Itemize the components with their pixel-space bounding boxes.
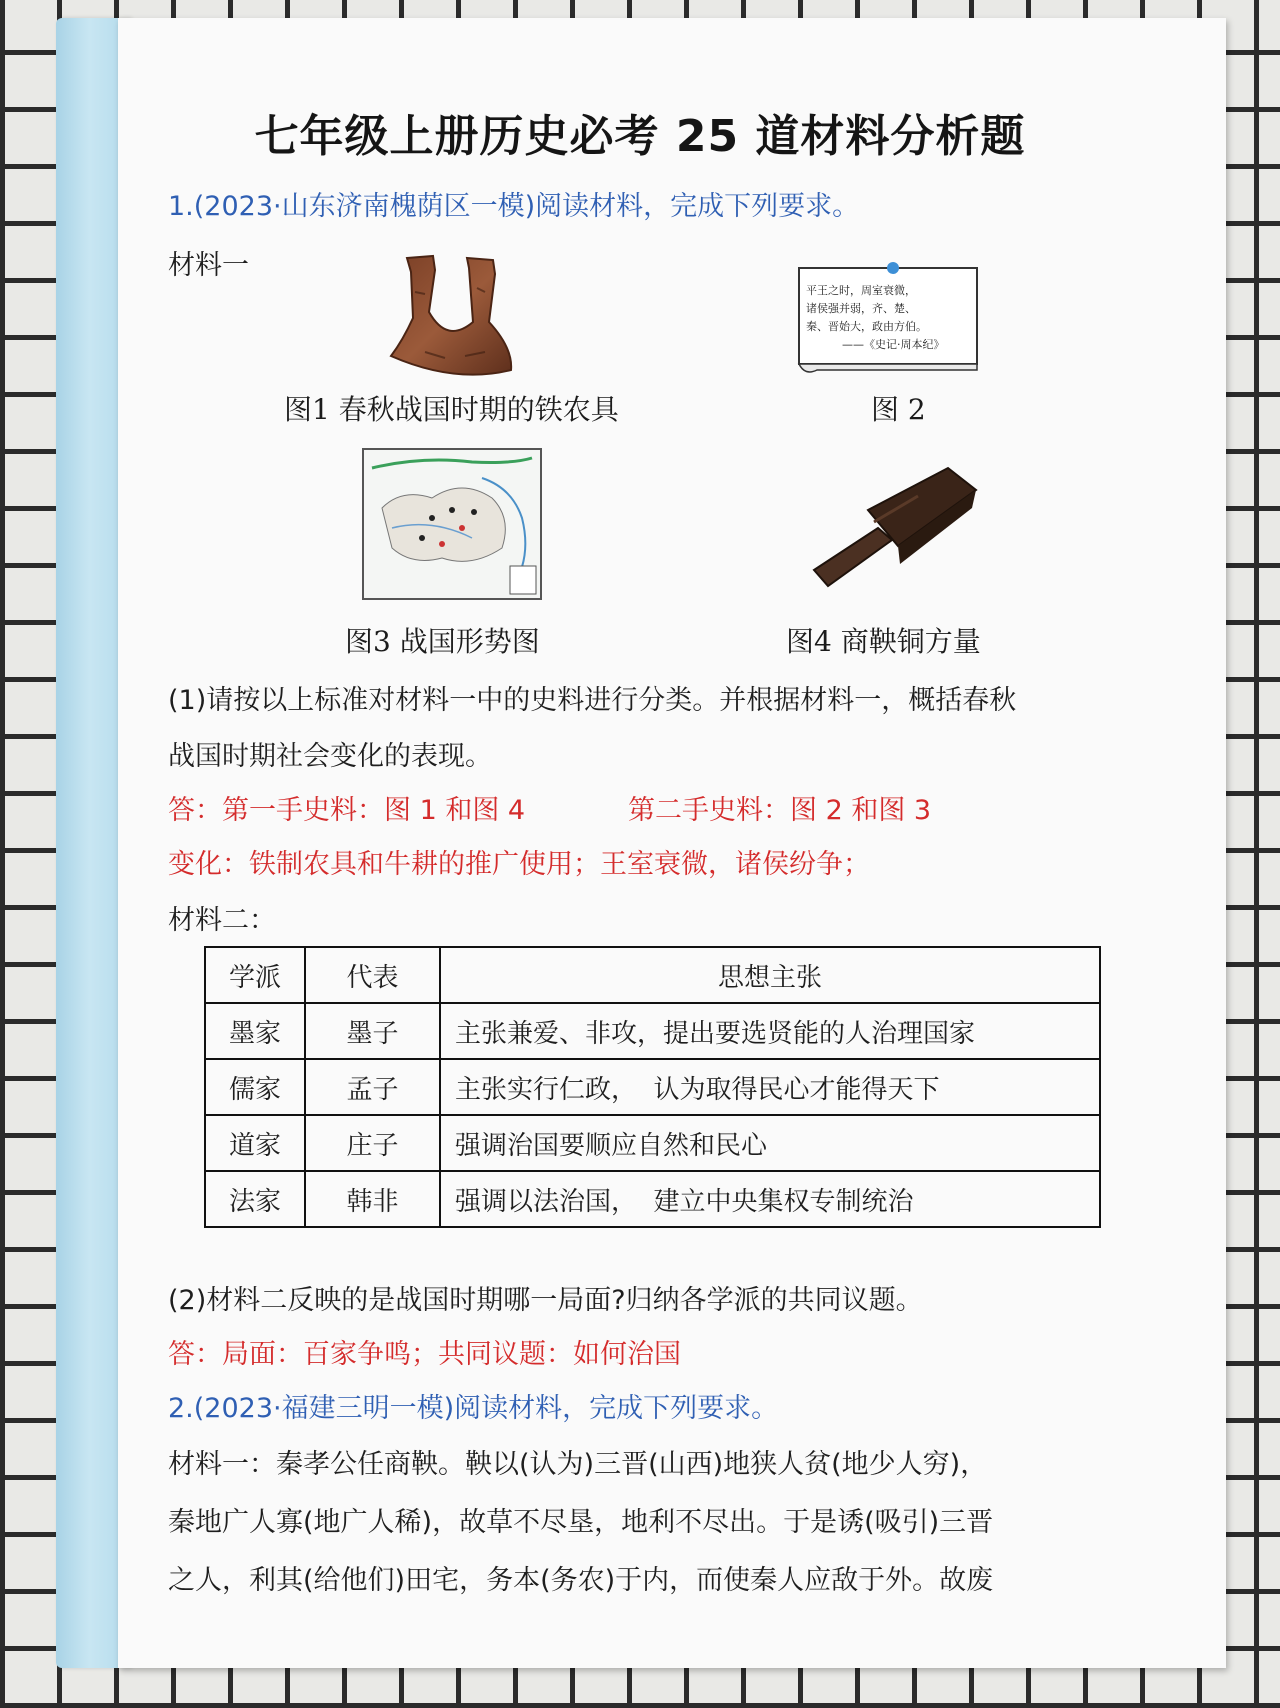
schools-of-thought-table xyxy=(204,946,1101,1228)
table-row xyxy=(205,1003,1100,1059)
fig2-quote-source: ——《史记·周本纪》 xyxy=(842,338,945,351)
q1-sub1-line2: 战国时期社会变化的表现。 xyxy=(168,741,492,772)
q1-sub2: (2)材料二反映的是战国时期哪一局面?归纳各学派的共同议题。 xyxy=(168,1285,923,1316)
cell-ideas: 主张实行仁政， 认为取得民心才能得天下 xyxy=(440,1059,1100,1115)
q1-answer1-changes: 变化：铁制农具和牛耕的推广使用；王室衰微，诸侯纷争； xyxy=(168,849,870,880)
table-row xyxy=(205,1059,1100,1115)
cell-school: 道家 xyxy=(205,1115,305,1171)
pin-icon xyxy=(887,262,899,274)
table-header-row xyxy=(205,947,1100,1003)
cell-ideas: 主张兼爱、非攻，提出要选贤能的人治理国家 xyxy=(440,1003,1100,1059)
fig2-quote-line: 诸侯强并弱，齐、楚、 xyxy=(806,302,916,315)
fig2-quote xyxy=(806,282,945,354)
page-title: 七年级上册历史必考 25 道材料分析题 xyxy=(254,111,1026,162)
table-row xyxy=(205,1115,1100,1171)
cell-representative: 韩非 xyxy=(305,1171,440,1227)
q1-material1-label: 材料一 xyxy=(168,250,249,281)
header-school: 学派 xyxy=(205,947,305,1003)
q2-material-line1: 材料一：秦孝公任商鞅。鞅以(认为)三晋(山西)地狭人贫(地少人穷)， xyxy=(168,1449,988,1480)
q2-header: 2.(2023·福建三明一模)阅读材料，完成下列要求。 xyxy=(168,1393,779,1424)
fig3-caption: 图3 战国形势图 xyxy=(345,625,540,658)
q2-material-line3: 之人，利其(给他们)田宅，务本(务农)于内，而使秦人应敌于外。故废 xyxy=(168,1565,994,1596)
iron-tool-figure xyxy=(385,252,525,382)
fig2-quote-line: 秦、晋始大，政由方伯。 xyxy=(806,320,927,333)
fig2-caption: 图 2 xyxy=(871,393,926,426)
cell-ideas: 强调以法治国， 建立中央集权专制统治 xyxy=(440,1171,1100,1227)
header-ideas: 思想主张 xyxy=(440,947,1100,1003)
cell-school: 墨家 xyxy=(205,1003,305,1059)
cell-representative: 庄子 xyxy=(305,1115,440,1171)
header-representative: 代表 xyxy=(305,947,440,1003)
q1-header: 1.(2023·山东济南槐荫区一模)阅读材料，完成下列要求。 xyxy=(168,191,860,222)
cell-representative: 孟子 xyxy=(305,1059,440,1115)
cell-ideas: 强调治国要顺应自然和民心 xyxy=(440,1115,1100,1171)
bronze-measure-figure xyxy=(808,460,978,590)
warring-states-map xyxy=(362,448,542,600)
cell-school: 法家 xyxy=(205,1171,305,1227)
cell-representative: 墨子 xyxy=(305,1003,440,1059)
q1-sub1-line1: (1)请按以上标准对材料一中的史料进行分类。并根据材料一，概括春秋 xyxy=(168,685,1017,716)
cell-school: 儒家 xyxy=(205,1059,305,1115)
q1-answer1-secondary: 第二手史料：图 2 和图 3 xyxy=(628,795,932,826)
fig1-caption: 图1 春秋战国时期的铁农具 xyxy=(284,393,619,426)
fig2-quote-line: 平王之时，周室衰微， xyxy=(806,284,916,297)
q1-material2-label: 材料二： xyxy=(168,905,276,936)
q1-answer1-primary: 答：第一手史料：图 1 和图 4 xyxy=(168,795,526,826)
fig4-caption: 图4 商鞅铜方量 xyxy=(786,625,981,658)
q1-answer2: 答：局面：百家争鸣；共同议题：如何治国 xyxy=(168,1339,681,1370)
table-row xyxy=(205,1171,1100,1227)
q2-material-line2: 秦地广人寡(地广人稀)，故草不尽垦，地利不尽出。于是诱(吸引)三晋 xyxy=(168,1507,994,1538)
